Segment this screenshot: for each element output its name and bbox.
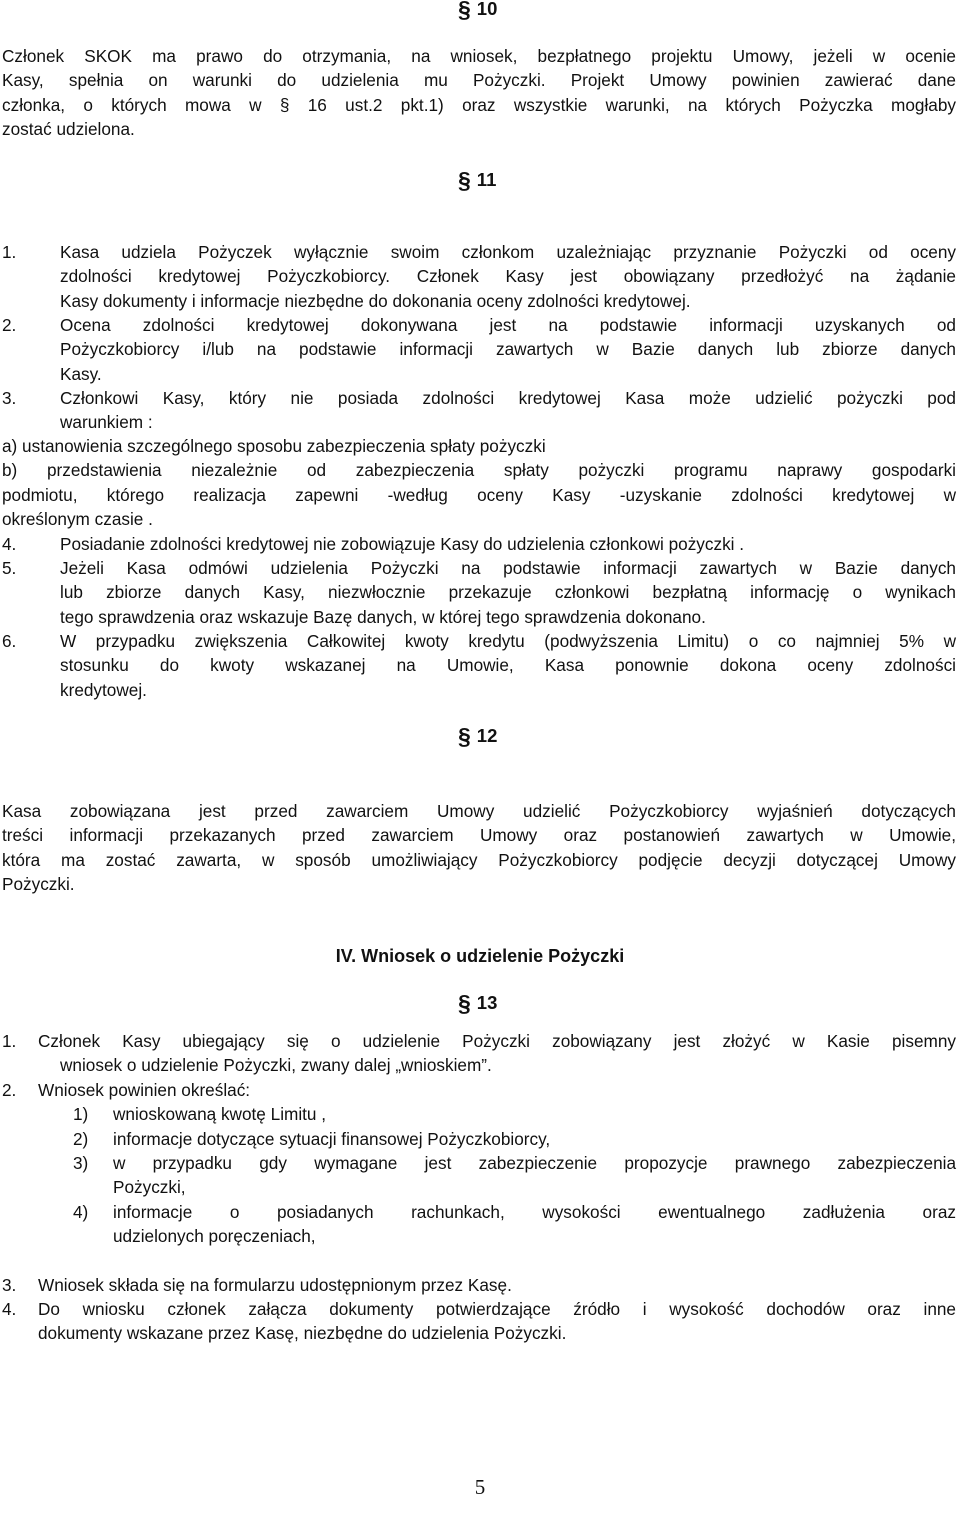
section-13-item-3	[2, 1273, 956, 1297]
text-line: Pożyczkobiorcy i/lub na podstawie informacji zawartych w Bazie danych lub zbiorze danych	[60, 339, 956, 360]
item-number: 1.	[2, 242, 17, 262]
section-number: 13	[476, 992, 498, 1013]
text-line: Wniosek składa się na formularzu udostępnionym przez Kasę.	[38, 1275, 512, 1295]
text-line: tego sprawdzenia oraz wskazuje Bazę danych, w której tego sprawdzenia dokonano.	[60, 606, 706, 627]
section-10-paragraph	[2, 44, 956, 141]
text-line: Pożyczki,	[113, 1177, 186, 1198]
text-line: Kasa zobowiązana jest przed zawarciem Umowy udzielić Pożyczkobiorcy wyjaśnień dotyczących	[2, 801, 956, 821]
text-line: lub zbiorze danych Kasy, niezwłocznie przekazuje członkowi bezpłatną informację o wynikach	[60, 582, 956, 603]
section-13-item-1	[2, 1029, 956, 1078]
section-12-heading	[458, 724, 497, 748]
text-line: Członek SKOK ma prawo do otrzymania, na wniosek, bezpłatnego projektu Umowy, jeżeli w ocenie	[2, 46, 956, 66]
section-number: 10	[476, 0, 498, 19]
section-13-heading	[458, 991, 497, 1015]
text-line: wniosek o udzielenie Pożyczki, zwany dalej „wnioskiem”.	[60, 1055, 492, 1076]
text-line: podmiotu, którego realizacja zapewni -według oceny Kasy -uzyskanie zdolności kredytowej w	[2, 484, 956, 505]
text-line: zostać udzielona.	[2, 118, 135, 139]
text-line: informacje dotyczące sytuacji finansowej Pożyczkobiorcy,	[113, 1129, 551, 1149]
section-symbol: §	[458, 990, 471, 1016]
section-symbol: §	[458, 167, 471, 193]
section-10-heading	[458, 0, 497, 21]
text-line: Członkowi Kasy, który nie posiada zdolności kredytowej Kasa może udzielić pożyczki pod	[60, 388, 956, 408]
section-symbol: §	[458, 0, 471, 22]
text-line: zdolności kredytowej Pożyczkobiorcy. Członek Kasy jest obowiązany przedłożyć na żądanie	[60, 266, 956, 287]
text-line: Ocena zdolności kredytowej dokonywana jest na podstawie informacji uzyskanych od	[60, 315, 956, 335]
item-number: 2.	[2, 315, 17, 335]
text-line: Kasy.	[60, 363, 102, 384]
section-13-subitem-1	[73, 1102, 956, 1126]
section-11-heading	[458, 168, 496, 192]
text-line: Wniosek powinien określać:	[38, 1080, 251, 1100]
section-number: 12	[476, 725, 498, 746]
section-11-item-2	[2, 313, 956, 386]
item-number: 1.	[2, 1031, 17, 1051]
text-line: Jeżeli Kasa odmówi udzielenia Pożyczki na podstawie informacji zawartych w Bazie danych	[60, 558, 956, 578]
text-line: wnioskowaną kwotę Limitu ,	[113, 1104, 327, 1124]
text-line: Kasa udziela Pożyczek wyłącznie swoim członkom uzależniając przyznanie Pożyczki od oceny	[60, 242, 956, 262]
text-line: a) ustanowienia szczególnego sposobu zabezpieczenia spłaty pożyczki	[2, 436, 546, 456]
section-11-item-6	[2, 629, 956, 702]
text-line: Do wniosku członek załącza dokumenty potwierdzające źródło i wysokość dochodów oraz inne	[38, 1299, 956, 1319]
item-number: 2.	[2, 1080, 17, 1100]
item-number: 4.	[2, 1299, 17, 1319]
text-line: b) przedstawienia niezależnie od zabezpieczenia spłaty pożyczki programu naprawy gospodarki	[2, 460, 956, 481]
text-line: określonym czasie .	[2, 508, 153, 529]
item-number: 4.	[2, 534, 17, 554]
section-11-item-1	[2, 240, 956, 313]
item-number: 3.	[2, 388, 17, 408]
text-line: Pożyczki.	[2, 873, 75, 894]
section-13-subitem-4	[73, 1200, 956, 1249]
section-13-item-4	[2, 1297, 956, 1346]
text-line: członka, o których mowa w § 16 ust.2 pkt.1) oraz wszystkie warunki, na których Pożyczka mogłaby	[2, 94, 956, 115]
section-13-item-2	[2, 1078, 956, 1102]
subitem-number: 2)	[73, 1129, 89, 1149]
chapter-heading: IV. Wniosek o udzielenie Pożyczki	[335, 946, 625, 966]
text-line: Posiadanie zdolności kredytowej nie zobowiązuje Kasy do udzielenia członkowi pożyczki .	[60, 534, 745, 554]
item-number: 5.	[2, 558, 17, 578]
section-11-item-3	[2, 386, 956, 435]
text-line: w przypadku gdy wymagane jest zabezpieczenie propozycje prawnego zabezpieczenia	[113, 1153, 956, 1173]
section-13-subitem-2	[73, 1127, 956, 1151]
section-11-item-3-conditions	[2, 434, 956, 531]
text-line: Członek Kasy ubiegający się o udzielenie Pożyczki zobowiązany jest złożyć w Kasie pisemny	[38, 1031, 956, 1051]
text-line: która ma zostać zawarta, w sposób umożliwiający Pożyczkobiorcy podjęcie decyzji dotyczącej Umowy	[2, 849, 956, 870]
subitem-number: 4)	[73, 1202, 89, 1222]
section-13-subitem-3	[73, 1151, 956, 1200]
text-line: stosunku do kwoty wskazanej na Umowie, Kasa ponownie dokona oceny zdolności	[60, 655, 956, 676]
item-number: 6.	[2, 631, 17, 651]
text-line: kredytowej.	[60, 679, 147, 700]
section-11-item-5	[2, 556, 956, 629]
section-12-paragraph	[2, 799, 956, 896]
section-11-item-4	[2, 532, 956, 556]
text-line: dokumenty wskazane przez Kasę, niezbędne do udzielenia Pożyczki.	[38, 1323, 567, 1344]
page-number: 5	[474, 1475, 486, 1499]
section-symbol: §	[458, 723, 471, 749]
subitem-number: 3)	[73, 1153, 89, 1173]
item-number: 3.	[2, 1275, 17, 1295]
text-line: Kasy dokumenty i informacje niezbędne do dokonania oceny zdolności kredytowej.	[60, 290, 691, 311]
text-line: informacje o posiadanych rachunkach, wysokości ewentualnego zadłużenia oraz	[113, 1202, 956, 1222]
text-line: treści informacji przekazanych przed zawarciem Umowy oraz postanowień zawartych w Umowie,	[2, 825, 956, 846]
subitem-number: 1)	[73, 1104, 89, 1124]
text-line: W przypadku zwiększenia Całkowitej kwoty kredytu (podwyższenia Limitu) o co najmniej 5% w	[60, 631, 956, 651]
section-number: 11	[476, 169, 497, 190]
text-line: warunkiem :	[60, 412, 153, 433]
text-line: Kasy, spełnia on warunki do udzielenia mu Pożyczki. Projekt Umowy powinien zawierać dane	[2, 70, 956, 91]
text-line: udzielonych poręczeniach,	[113, 1226, 316, 1247]
